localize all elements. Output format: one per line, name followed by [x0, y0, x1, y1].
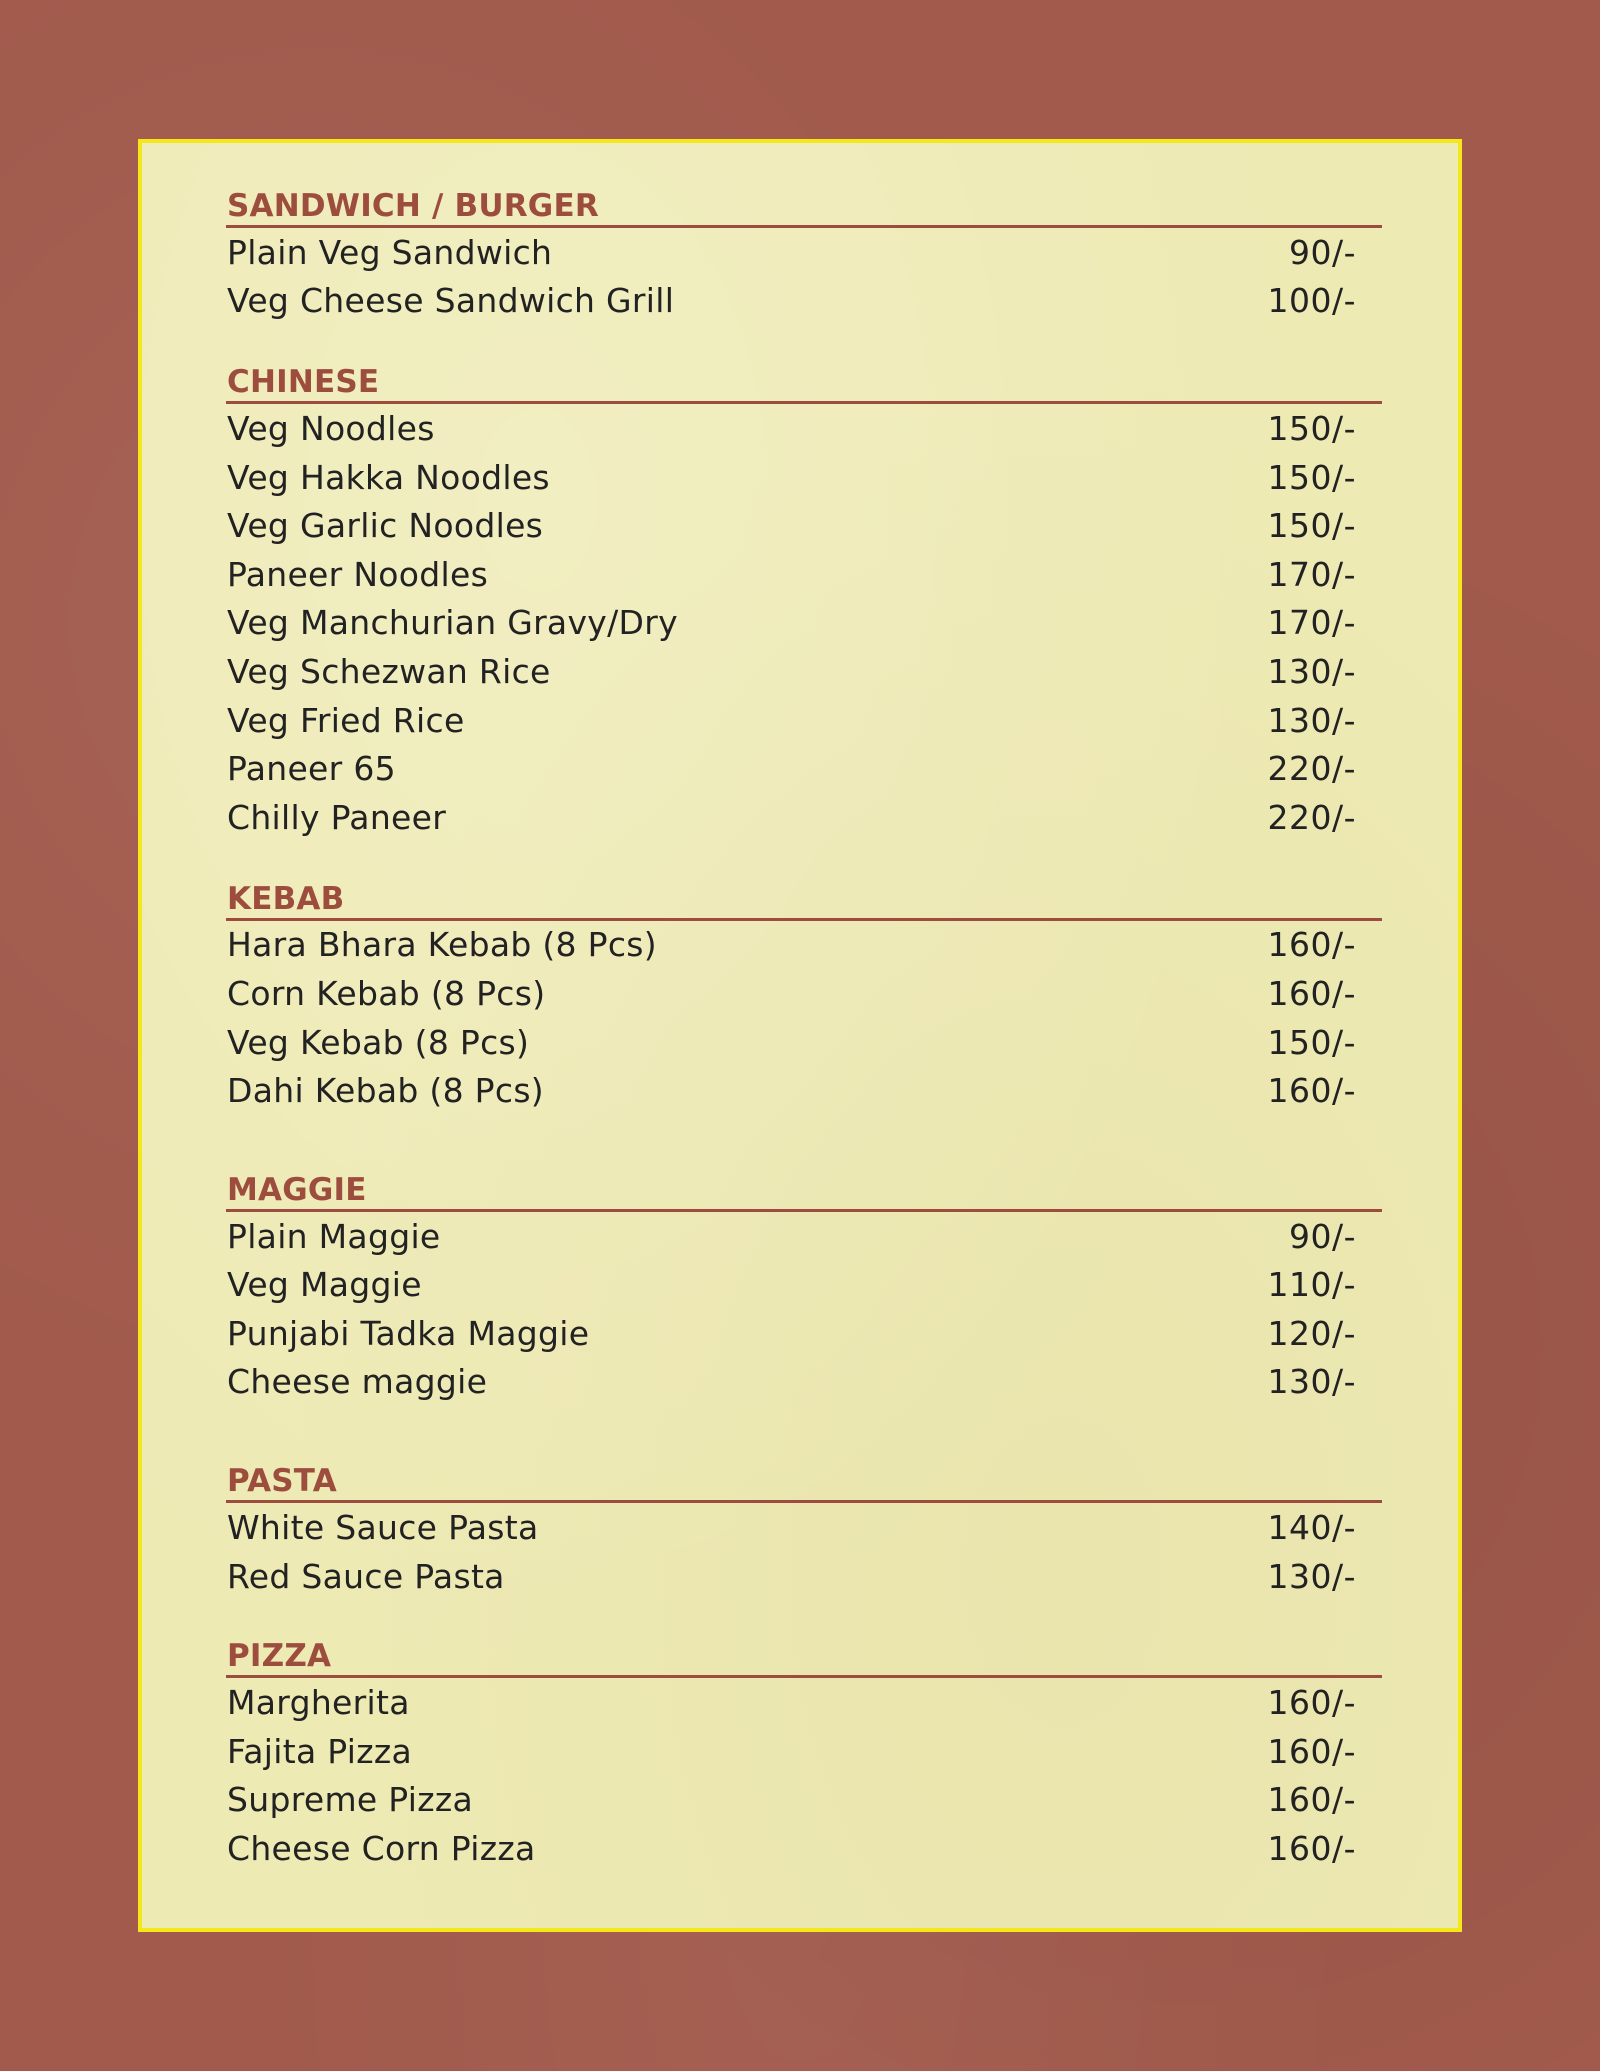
- section-spacer: [226, 1115, 1382, 1171]
- menu-item: [226, 793, 1382, 842]
- menu-item: [226, 1678, 1382, 1727]
- item-name: Cheese Corn Pizza: [227, 1829, 536, 1869]
- item-price: 120/-: [1267, 1313, 1356, 1353]
- item-name: Veg Manchurian Gravy/Dry: [227, 603, 678, 643]
- item-name: Veg Maggie: [227, 1265, 422, 1305]
- section-title: PASTA: [226, 1462, 1382, 1503]
- item-price: 160/-: [1267, 973, 1356, 1013]
- menu-section-sandwich-burger: [226, 187, 1382, 325]
- menu-section-pizza: [226, 1637, 1382, 1872]
- item-name: Veg Schezwan Rice: [227, 651, 551, 691]
- menu-item: [226, 550, 1382, 599]
- item-name: Veg Hakka Noodles: [227, 457, 550, 497]
- section-title: KEBAB: [226, 880, 1382, 921]
- menu-section-pasta: [226, 1462, 1382, 1600]
- item-price: 150/-: [1267, 408, 1356, 448]
- menu-item: [226, 1776, 1382, 1825]
- item-price: 220/-: [1267, 797, 1356, 837]
- item-price: 150/-: [1267, 457, 1356, 497]
- item-list: [226, 1503, 1382, 1600]
- item-price: 130/-: [1267, 1556, 1356, 1596]
- section-spacer: [226, 1600, 1382, 1637]
- item-price: 150/-: [1267, 1022, 1356, 1062]
- item-price: 220/-: [1267, 749, 1356, 789]
- item-name: Supreme Pizza: [227, 1780, 474, 1820]
- menu-item: [226, 1727, 1382, 1776]
- item-price: 160/-: [1267, 1780, 1356, 1820]
- menu-body: [226, 187, 1382, 1873]
- item-name: Fajita Pizza: [227, 1731, 412, 1771]
- item-name: Plain Veg Sandwich: [227, 232, 553, 272]
- item-price: 100/-: [1267, 281, 1356, 321]
- menu-item: [226, 1212, 1382, 1261]
- item-price: 90/-: [1288, 1216, 1356, 1256]
- menu-item: [226, 228, 1382, 277]
- menu-item: [226, 1066, 1382, 1115]
- item-list: [226, 404, 1382, 841]
- menu-item: [226, 1552, 1382, 1601]
- menu-item: [226, 1309, 1382, 1358]
- section-spacer: [226, 1406, 1382, 1462]
- menu-item: [226, 1503, 1382, 1552]
- menu-section-maggie: [226, 1171, 1382, 1406]
- menu-item: [226, 1018, 1382, 1067]
- menu-item: [226, 744, 1382, 793]
- item-name: Veg Cheese Sandwich Grill: [227, 281, 675, 321]
- item-price: 160/-: [1267, 1683, 1356, 1723]
- section-title: PIZZA: [226, 1637, 1382, 1678]
- menu-item: [226, 277, 1382, 326]
- item-name: Plain Maggie: [227, 1216, 441, 1256]
- menu-item: [226, 1358, 1382, 1407]
- item-price: 140/-: [1267, 1508, 1356, 1548]
- item-price: 160/-: [1267, 1829, 1356, 1869]
- item-name: Margherita: [227, 1683, 410, 1723]
- menu-item: [226, 696, 1382, 745]
- item-price: 150/-: [1267, 506, 1356, 546]
- menu-item: [226, 599, 1382, 648]
- item-name: Veg Noodles: [227, 408, 435, 448]
- section-title: MAGGIE: [226, 1171, 1382, 1212]
- menu-item: [226, 647, 1382, 696]
- item-price: 90/-: [1288, 232, 1356, 272]
- item-price: 160/-: [1267, 1731, 1356, 1771]
- item-list: [226, 1212, 1382, 1406]
- menu-item: [226, 969, 1382, 1018]
- item-price: 110/-: [1267, 1265, 1356, 1305]
- item-name: Hara Bhara Kebab (8 Pcs): [227, 925, 657, 965]
- item-name: Red Sauce Pasta: [227, 1556, 505, 1596]
- menu-item: [226, 1824, 1382, 1873]
- menu-section-chinese: [226, 363, 1382, 841]
- item-name: Chilly Paneer: [227, 797, 447, 837]
- item-name: Dahi Kebab (8 Pcs): [227, 1071, 544, 1111]
- item-name: Veg Fried Rice: [227, 700, 465, 740]
- item-name: Paneer 65: [227, 749, 396, 789]
- item-price: 170/-: [1267, 603, 1356, 643]
- item-name: Punjabi Tadka Maggie: [227, 1313, 590, 1353]
- item-price: 130/-: [1267, 700, 1356, 740]
- item-price: 160/-: [1267, 1071, 1356, 1111]
- item-name: White Sauce Pasta: [227, 1508, 539, 1548]
- menu-card: [138, 139, 1462, 1932]
- section-spacer: [226, 842, 1382, 880]
- menu-section-kebab: [226, 880, 1382, 1115]
- menu-item: [226, 453, 1382, 502]
- menu-item: [226, 1261, 1382, 1310]
- item-price: 130/-: [1267, 651, 1356, 691]
- item-name: Veg Kebab (8 Pcs): [227, 1022, 530, 1062]
- menu-item: [226, 501, 1382, 550]
- item-list: [226, 921, 1382, 1115]
- section-title: SANDWICH / BURGER: [226, 187, 1382, 228]
- section-spacer: [226, 325, 1382, 363]
- item-price: 160/-: [1267, 925, 1356, 965]
- item-list: [226, 1678, 1382, 1872]
- item-name: Corn Kebab (8 Pcs): [227, 973, 546, 1013]
- section-title: CHINESE: [226, 363, 1382, 404]
- item-name: Veg Garlic Noodles: [227, 506, 544, 546]
- menu-item: [226, 921, 1382, 970]
- menu-item: [226, 404, 1382, 453]
- item-list: [226, 228, 1382, 325]
- item-price: 130/-: [1267, 1362, 1356, 1402]
- item-name: Cheese maggie: [227, 1362, 488, 1402]
- item-name: Paneer Noodles: [227, 554, 489, 594]
- item-price: 170/-: [1267, 554, 1356, 594]
